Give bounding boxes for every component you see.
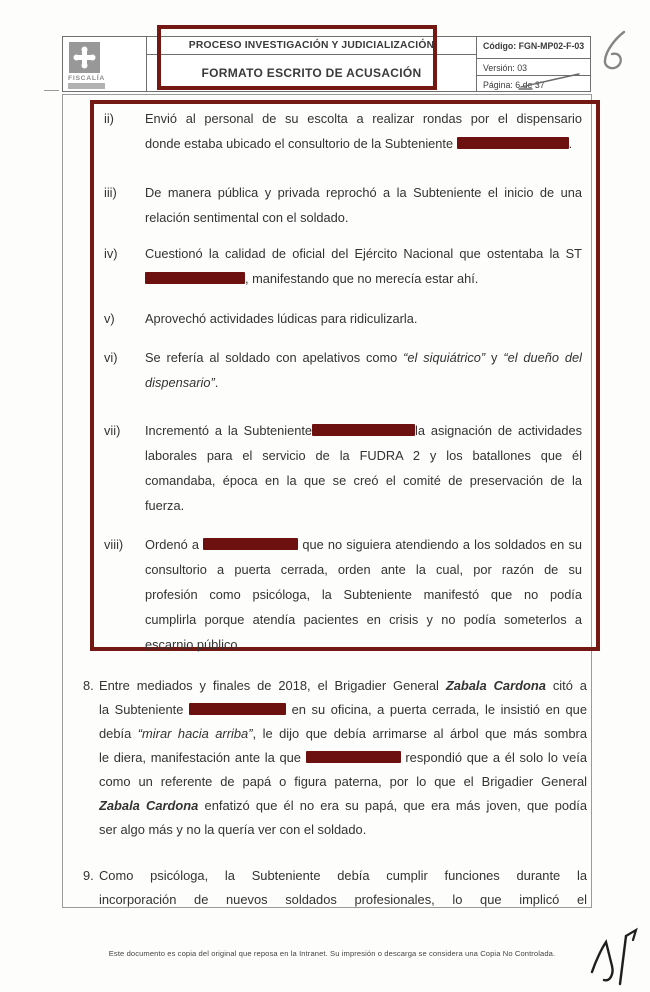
document-process-title: PROCESO INVESTIGACIÓN Y JUDICIALIZACIÓN [147, 37, 476, 55]
text-segment: , manifestando que no merecía estar ahí. [245, 271, 479, 286]
redaction-box [189, 703, 286, 715]
text-line [145, 306, 582, 331]
item-marker: vii) [104, 423, 121, 438]
text-segment: la asignación de actividades [415, 423, 582, 438]
code-label: Código: FGN-MP02-F-03 [477, 37, 590, 59]
text-line [145, 443, 582, 468]
text-line [99, 818, 587, 842]
handwritten-page-number [598, 28, 632, 74]
redaction-box [306, 751, 401, 763]
text-segment: Zabala Cardona [99, 798, 199, 813]
text-segment: Zabala Cardona [445, 678, 546, 693]
item-marker: viii) [104, 537, 124, 552]
text-line [99, 864, 587, 888]
text-segment: Entre mediados y finales de 2018, el Brigadier General [99, 678, 446, 693]
text-segment: la Subteniente [99, 702, 190, 717]
text-segment: debía [99, 726, 138, 741]
text-segment: De manera pública y privada reprochó a la Subteniente el inicio de una [145, 185, 582, 200]
item-text [145, 306, 582, 331]
version-label: Versión: 03 [477, 59, 590, 76]
text-segment: relación sentimental con el soldado. [145, 210, 349, 225]
logo-wordmark: FISCALÍA [68, 75, 105, 82]
text-segment: , le dijo que debía arrimarse al árbol que más sombra [252, 726, 587, 741]
text-line [145, 370, 582, 395]
text-line [145, 607, 582, 632]
redaction-box [312, 424, 415, 436]
paragraph-marker: 9. [83, 868, 94, 883]
text-segment: . [214, 375, 219, 390]
fiscalia-puzzle-icon [69, 42, 100, 73]
text-segment: citó a [545, 678, 587, 693]
redaction-box [457, 137, 569, 149]
paragraph-marker: 8. [83, 678, 94, 693]
text-segment: donde estaba ubicado el consultorio de la Subteniente [145, 136, 457, 151]
text-segment: como un referente de papá o figura paterna, por lo que el Brigadier General [99, 774, 587, 789]
logo-subtitle-bar [68, 83, 105, 89]
text-segment: en su oficina, a puerta cerrada, le insistió en que [286, 702, 587, 717]
text-segment: consultorio a puerta cerrada, orden ante la cual, por razón de su [145, 562, 582, 577]
item-marker: v) [104, 311, 115, 326]
scan-artifact-tick [44, 90, 59, 91]
text-line [145, 205, 582, 230]
text-segment: “mirar hacia arriba” [137, 726, 253, 741]
text-line [145, 493, 582, 518]
text-segment: enfatizó que él no era su papá, que era más joven, que podía [198, 798, 587, 813]
text-segment: comandaba, época en la que se creó el comité de preservación de la [145, 473, 582, 488]
text-segment: cumplirla porque atendía pacientes en crisis y no podía someterlos a [145, 612, 582, 627]
page-label: Página: 6 de 37 [483, 80, 545, 90]
item-marker: iii) [104, 185, 117, 200]
redaction-box [145, 272, 245, 284]
footer-disclaimer: Este documento es copia del original que reposa en la Intranet. Su impresión o descarga se considera una Copia No Controlada. [108, 949, 556, 958]
text-line [145, 180, 582, 205]
text-segment: le diera, manifestación ante la que [99, 750, 306, 765]
item-text [145, 418, 582, 518]
item-text [145, 241, 582, 291]
text-segment: Cuestionó la calidad de oficial del Ejército Nacional que ostentaba la ST [145, 246, 582, 261]
text-segment: Como psicóloga, la Subteniente debía cumplir funciones durante la [99, 868, 587, 883]
text-segment: “el dueño del [503, 350, 582, 365]
text-segment: respondió que a él solo lo veía [400, 750, 587, 765]
text-segment: incorporación de nuevos soldados profesionales, lo que implicó el [99, 892, 587, 907]
text-line [145, 345, 582, 370]
fiscalia-logo [63, 37, 147, 91]
text-segment: Incrementó a la Subteniente [145, 423, 312, 438]
text-line [99, 698, 587, 722]
text-line [145, 418, 582, 443]
text-line [99, 888, 587, 912]
text-segment: dispensario” [145, 375, 215, 390]
text-segment: laborales para el servicio de la FUDRA 2 y los batallones que él [145, 448, 582, 463]
paragraph-text [99, 674, 587, 842]
text-line [145, 266, 582, 291]
text-line [145, 632, 582, 657]
item-text [145, 106, 582, 156]
item-marker: vi) [104, 350, 118, 365]
item-text [145, 180, 582, 230]
item-marker: ii) [104, 111, 114, 126]
item-text [145, 345, 582, 395]
text-segment: . [568, 136, 573, 151]
text-segment: Se refería al soldado con apelativos como [145, 350, 404, 365]
text-line [99, 722, 587, 746]
text-line [145, 532, 582, 557]
text-line [99, 674, 587, 698]
text-line [145, 131, 582, 156]
handwritten-signature [586, 922, 640, 990]
redaction-box [203, 538, 298, 550]
text-segment: Envió al personal de su escolta a realizar rondas por el dispensario [145, 111, 582, 126]
text-segment: y [485, 350, 504, 365]
handwritten-strike [505, 70, 590, 95]
text-segment: escarnio público. [145, 637, 242, 652]
paragraph-text [99, 864, 587, 912]
text-line [145, 106, 582, 131]
text-segment: que no siguiera atendiendo a los soldados en su [298, 537, 582, 552]
item-text [145, 532, 582, 657]
text-segment: “el siquiátrico” [403, 350, 486, 365]
text-line [99, 770, 587, 794]
text-segment: Aprovechó actividades lúdicas para ridiculizarla. [145, 311, 418, 326]
text-line [99, 794, 587, 818]
document-format-title: FORMATO ESCRITO DE ACUSACIÓN [201, 66, 422, 80]
text-line [145, 582, 582, 607]
text-line [145, 557, 582, 582]
text-segment: ser algo más y no la quería ver con el soldado. [99, 822, 367, 837]
text-line [145, 468, 582, 493]
annotation-box-title [157, 25, 437, 90]
text-line [99, 746, 587, 770]
item-marker: iv) [104, 246, 118, 261]
text-segment: Ordenó a [145, 537, 204, 552]
text-segment: fuerza. [145, 498, 185, 513]
text-segment: profesión como psicóloga, la Subteniente manifestó que no podía [145, 587, 582, 602]
text-line [145, 241, 582, 266]
